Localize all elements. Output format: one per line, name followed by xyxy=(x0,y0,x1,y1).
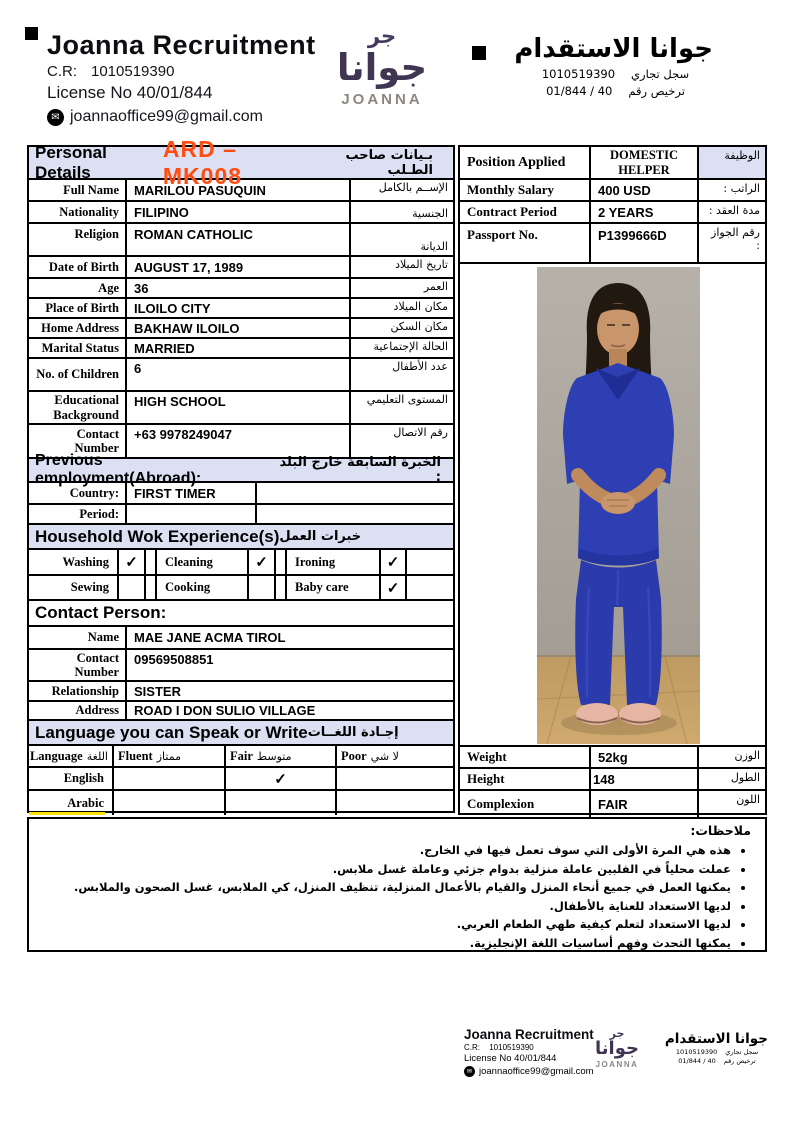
field-value: MARILOU PASUQUIN xyxy=(125,180,349,200)
field-value: FILIPINO xyxy=(125,202,349,222)
field-value: 2 YEARS xyxy=(589,202,697,222)
field-value: 09569508851 xyxy=(125,650,453,680)
footer-email-row: ✉ joannaoffice99@gmail.com xyxy=(464,1066,594,1077)
field-label: Address xyxy=(75,703,119,718)
field-label-arabic: المستوى التعليمي xyxy=(349,392,453,423)
section-title-arabic: بـيانات صاحب الطـلب xyxy=(345,147,433,178)
note-item: • عملت محلياً في الفلبين عاملة منزلية بدوام جزئي وعاملة غسل ملابس. xyxy=(43,860,731,879)
field-value: SISTER xyxy=(125,682,453,700)
field-label-arabic: مكان الميلاد xyxy=(349,299,453,317)
commercial-register-line: سجل تجاري 1010519390 xyxy=(541,67,690,81)
scan-artifact xyxy=(25,27,38,40)
logo-latin: JOANNA xyxy=(341,91,423,108)
poor-cell xyxy=(335,791,453,815)
field-label-arabic: الوظيفة xyxy=(697,147,765,178)
field-value: 400 USD xyxy=(589,180,697,200)
column-header: Poor لا شي xyxy=(335,746,453,766)
experience-label: Washing xyxy=(62,554,109,569)
household-row xyxy=(29,576,453,601)
table-row xyxy=(29,299,453,319)
fair-cell xyxy=(224,791,335,815)
field-label-arabic: مكان السكن xyxy=(349,319,453,337)
experience-label: Cleaning xyxy=(155,550,247,574)
photo-cell xyxy=(460,264,765,747)
fluent-cell xyxy=(112,791,224,815)
personal-details-table xyxy=(27,135,455,813)
field-label: Place of Birth xyxy=(45,300,119,315)
field-label: Complexion xyxy=(467,795,535,811)
field-label: Period: xyxy=(79,506,119,521)
field-value: 148 xyxy=(589,769,697,789)
experience-label: Baby care xyxy=(285,576,379,599)
field-label: Nationality xyxy=(59,204,119,219)
field-label: Full Name xyxy=(63,182,119,197)
field-value: 52kg xyxy=(589,747,697,767)
company-name: Joanna Recruitment xyxy=(47,30,316,60)
language-header xyxy=(29,721,453,746)
section-title-arabic: خبرات العمل xyxy=(279,529,362,544)
field-value: FAIR xyxy=(589,791,697,817)
position-details-table xyxy=(458,145,767,815)
field-label-arabic: اللون xyxy=(697,791,765,817)
logo-mark: جر xyxy=(367,24,397,48)
footer-logo: جر جوانا JOANNA xyxy=(595,1027,639,1069)
field-value: P1399666D xyxy=(589,224,697,262)
checkmark-cell xyxy=(247,576,274,599)
field-value: FIRST TIMER xyxy=(125,483,255,503)
field-value: DOMESTIC HELPER xyxy=(589,147,697,178)
field-label: No. of Children xyxy=(36,367,119,382)
field-value: MAE JANE ACMA TIROL xyxy=(125,627,453,648)
candidate-code: ARD – MK008 xyxy=(162,135,243,189)
contact-person-header xyxy=(29,601,453,627)
table-row xyxy=(29,392,453,425)
scan-artifact xyxy=(472,46,486,60)
table-row xyxy=(29,682,453,702)
email-row xyxy=(47,108,316,126)
footer-license-line: License No 40/01/844 xyxy=(464,1053,557,1064)
checkmark-cell: ✓ xyxy=(379,576,405,599)
field-label-arabic: رقم الجواز : xyxy=(697,224,765,262)
notes-section xyxy=(27,817,767,952)
field-label-arabic: العمر xyxy=(349,279,453,297)
field-label: Passport No. xyxy=(467,227,538,242)
field-label: Contact Number xyxy=(74,426,119,455)
section-title-arabic: الخبرة السابقة خارج البلد : xyxy=(279,455,441,485)
table-row xyxy=(460,747,765,769)
field-label: Position Applied xyxy=(467,154,566,170)
household-row xyxy=(29,550,453,576)
language-columns-row xyxy=(29,746,453,768)
field-label-arabic: الحالة الإجتماعية xyxy=(349,339,453,357)
logo-arabic: جوانا xyxy=(336,46,428,89)
field-label-arabic: مدة العقد : xyxy=(697,202,765,222)
field-label: Height xyxy=(467,770,505,786)
spacer-cell xyxy=(405,576,453,599)
letterhead-left xyxy=(47,30,316,126)
fair-cell: ✓ xyxy=(224,768,335,789)
field-label: Relationship xyxy=(51,683,119,698)
footer-letterhead-arabic: جوانا الاستقدام سجل تجاري 1010519390 ترخيص رقم 40 / 01/844 xyxy=(664,1031,768,1065)
note-item: • يمكنها التحدث وفهم أساسيات اللغة الإنجليزية. xyxy=(43,934,731,953)
field-label: Educational Background xyxy=(53,393,119,422)
experience-label: Sewing xyxy=(70,580,109,594)
table-row xyxy=(29,505,453,525)
field-label-arabic: الطول xyxy=(697,769,765,789)
field-label-arabic: الديانة xyxy=(349,224,453,255)
table-row xyxy=(29,180,453,202)
field-value: ILOILO CITY xyxy=(125,299,349,317)
footer-letterhead-left xyxy=(464,1027,594,1077)
fluent-cell xyxy=(112,768,224,789)
email-address: joannaoffice99@gmail.com xyxy=(70,108,263,125)
note-item: • يمكنها العمل في جميع أنحاء المنزل والقيام بالأعمال المنزلية، تنظيف المنزل، كي الملابس، غسل الصحون والملابس. xyxy=(43,878,731,897)
field-label-arabic: الوزن xyxy=(697,747,765,767)
field-label-arabic: الجنسية xyxy=(349,202,453,222)
spacer-cell xyxy=(144,576,155,599)
experience-label: Cooking xyxy=(155,576,247,599)
spacer-cell xyxy=(274,576,285,599)
field-label: Weight xyxy=(467,748,507,764)
field-value: BAKHAW ILOILO xyxy=(125,319,349,337)
email-icon: ✉ xyxy=(464,1066,475,1077)
license-line: License No 40/01/844 xyxy=(47,83,213,102)
table-row xyxy=(29,359,453,392)
checkmark-cell: ✓ xyxy=(247,550,274,574)
field-label-arabic: الإســم بالكامل xyxy=(349,180,453,200)
field-label: Religion xyxy=(74,227,119,241)
table-row xyxy=(460,791,765,817)
spacer-cell xyxy=(144,550,155,574)
yellow-highlight-mark xyxy=(29,812,105,815)
field-value xyxy=(125,505,255,523)
note-item: • لديها الاستعداد لتعلم كيفية طهي الطعام العربي. xyxy=(43,915,731,934)
column-header: Fair متوسط xyxy=(224,746,335,766)
table-row xyxy=(460,224,765,264)
field-value: +63 9978249047 xyxy=(125,425,349,457)
field-label-arabic: تاريخ الميلاد xyxy=(349,257,453,277)
spacer-cell xyxy=(274,550,285,574)
field-label: Contact Number xyxy=(74,650,119,679)
field-label-arabic: عدد الأطفال xyxy=(349,359,453,390)
field-label: Monthly Salary xyxy=(467,181,555,197)
column-header: Fluent ممتاز xyxy=(112,746,224,766)
section-title-arabic: إجـادة اللغــات xyxy=(307,725,399,740)
field-value: MARRIED xyxy=(125,339,349,357)
license-line-arabic: ترخيص رقم 40 / 01/844 xyxy=(546,84,685,98)
applicant-photo xyxy=(537,267,700,744)
table-row xyxy=(29,702,453,721)
language-label: Arabic xyxy=(67,795,104,810)
table-row xyxy=(29,224,453,257)
field-label-arabic: رقم الاتصال xyxy=(349,425,453,457)
field-label-arabic: الراتب : xyxy=(697,180,765,200)
table-row xyxy=(29,202,453,224)
cr-number: 1010519390 xyxy=(91,63,175,80)
language-row xyxy=(29,768,453,791)
spacer-cell xyxy=(405,550,453,574)
experience-label: Ironing xyxy=(285,550,379,574)
company-name-arabic: جوانا الاستقدام xyxy=(514,34,713,64)
section-title: Household Wok Experience(s) xyxy=(35,526,280,546)
table-row xyxy=(29,627,453,650)
table-row xyxy=(29,483,453,505)
field-label: Home Address xyxy=(41,320,119,335)
note-item: • لديها الاستعداد للعناية بالأطفال. xyxy=(43,897,731,916)
notes-list xyxy=(43,841,731,952)
note-item: • هذه هي المرة الأولى التي سوف تعمل فيها في الخارج. xyxy=(43,841,731,860)
field-label: Country: xyxy=(69,485,119,500)
field-value: AUGUST 17, 1989 xyxy=(125,257,349,277)
household-experience-header xyxy=(29,525,453,550)
footer-company-name: Joanna Recruitment xyxy=(464,1027,594,1042)
checkmark-cell: ✓ xyxy=(117,550,144,574)
field-label: Contract Period xyxy=(467,203,557,219)
section-title: Contact Person: xyxy=(29,601,453,625)
table-row xyxy=(29,339,453,359)
poor-cell xyxy=(335,768,453,789)
checkmark-cell: ✓ xyxy=(379,550,405,574)
table-row xyxy=(29,319,453,339)
column-header: Language اللغة xyxy=(29,748,108,763)
field-label: Age xyxy=(98,280,119,295)
language-label: English xyxy=(63,771,104,785)
section-title: Language you can Speak or Write xyxy=(35,722,308,742)
field-label: Name xyxy=(87,630,119,645)
letterhead-arabic xyxy=(514,34,713,98)
table-row xyxy=(460,147,765,180)
field-value: ROAD I DON SULIO VILLAGE xyxy=(125,702,453,719)
section-title: Personal Details xyxy=(35,142,107,182)
field-value: 36 xyxy=(125,279,349,297)
company-logo xyxy=(330,26,434,107)
table-row xyxy=(29,650,453,682)
field-value: ROMAN CATHOLIC xyxy=(125,224,349,255)
table-row xyxy=(460,180,765,202)
footer-cr-line: C.R: 1010519390 xyxy=(464,1043,534,1052)
email-icon: ✉ xyxy=(47,109,64,126)
table-row xyxy=(29,257,453,279)
empty-cell xyxy=(255,483,453,503)
empty-cell xyxy=(255,505,453,523)
field-value: HIGH SCHOOL xyxy=(125,392,349,423)
section-title: Previous employment(Abroad): xyxy=(35,452,202,487)
field-label: Marital Status xyxy=(41,340,119,355)
table-row xyxy=(29,279,453,299)
table-row xyxy=(460,769,765,791)
field-value: 6 xyxy=(125,359,349,390)
field-label: Date of Birth xyxy=(48,259,119,274)
previous-employment-header xyxy=(29,452,453,487)
notes-title: ملاحظات: xyxy=(690,823,751,838)
checkmark-cell xyxy=(117,576,144,599)
cr-line: C.R: 1010519390 xyxy=(47,63,175,80)
table-row xyxy=(460,202,765,224)
